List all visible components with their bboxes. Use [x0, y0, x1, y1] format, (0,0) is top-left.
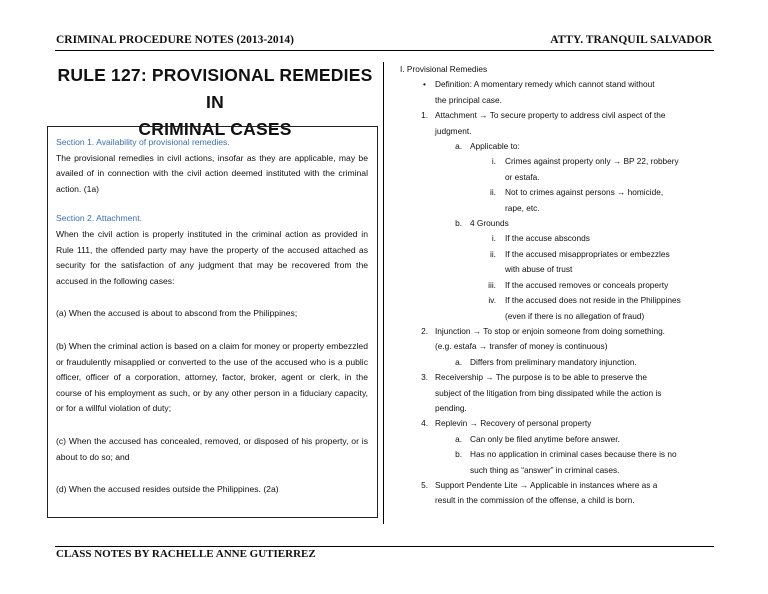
applicable-i-cont: or estafa. — [505, 171, 540, 182]
item-receivership: 3. Receivership → The purpose is to be able to preserve the — [421, 372, 647, 383]
ground-ii: ii. If the accused misappropriates or embezzles — [490, 248, 670, 259]
column-divider — [383, 62, 384, 524]
ground-iv-cont: (even if there is no allegation of fraud) — [505, 310, 645, 321]
item-replevin: 4. Replevin → Recovery of personal property — [421, 418, 592, 429]
applicable-ii: ii. Not to crimes against persons → homicide, — [490, 187, 664, 198]
item-b: (b) When the criminal action is based on a claim for money or property embezzled or fraudulently misapplied or converted to the use of the accused who is a public officer, officer of a corporation, attorney, factor, broker, agent or clerk, in the course of his employment as such, or by any other person in a fiduciary capacity, or for a willful violation of duty; — [56, 340, 368, 414]
applicable-to: a. Applicable to: — [455, 141, 520, 152]
item-injunction-cont: (e.g. estafa → transfer of money is continuous) — [435, 341, 608, 352]
item-receivership-cont2: pending. — [435, 402, 467, 413]
notes-heading: I. Provisional Remedies — [400, 64, 488, 74]
title-line-2: CRIMINAL CASES — [138, 119, 292, 139]
definition: • Definition: A momentary remedy which cannot stand without — [423, 79, 655, 90]
grounds: b. 4 Grounds — [455, 218, 509, 229]
ground-i: i. If the accuse absconds — [491, 233, 590, 244]
section-2-body: When the civil action is properly instituted in the criminal action as provided in Rule 111, the offended party may have the property of the accused attached as security for the satisfaction of any judgment that may be recovered from the accused in the following cases: — [56, 228, 368, 286]
item-c: (c) When the accused has concealed, removed, or disposed of his property, or is about to do so; and — [56, 435, 368, 462]
footer-rule — [55, 546, 714, 547]
header-right: ATTY. TRANQUIL SALVADOR — [550, 34, 712, 46]
definition-cont: the principal case. — [435, 94, 502, 105]
item-attachment: 1. Attachment → To secure property to address civil aspect of the — [421, 110, 666, 121]
title-line-1: RULE 127: PROVISIONAL REMEDIES IN — [57, 65, 373, 112]
injunction-a: a. Differs from preliminary mandatory injunction. — [455, 356, 637, 367]
applicable-i: i. Crimes against property only → BP 22, robbery — [491, 156, 679, 167]
section-1-heading: Section 1. Availability of provisional remedies. — [56, 137, 230, 147]
replevin-b: b. Has no application in criminal cases because there is no — [455, 449, 677, 460]
rule-text-box — [47, 126, 378, 518]
replevin-b-cont: such thing as “answer” in criminal cases. — [470, 464, 620, 475]
item-attachment-cont: judgment. — [435, 125, 472, 136]
notes-column — [400, 62, 716, 509]
ground-ii-cont: with abuse of trust — [505, 264, 573, 275]
section-2-heading: Section 2. Attachment. — [56, 213, 142, 224]
applicable-ii-cont: rape, etc. — [505, 202, 540, 213]
item-injunction: 2. Injunction → To stop or enjoin someone from doing something. — [421, 325, 665, 336]
item-d: (d) When the accused resides outside the Philippines. (2a) — [56, 484, 279, 495]
replevin-a: a. Can only be filed anytime before answer. — [455, 433, 620, 444]
page-footer: CLASS NOTES BY RACHELLE ANNE GUTIERREZ — [56, 548, 316, 560]
item-support: 5. Support Pendente Lite → Applicable in instances where as a — [421, 479, 658, 490]
ground-iii: iii. If the accused removes or conceals property — [488, 279, 669, 290]
item-support-cont: result in the commission of the offense, a child is born. — [435, 495, 635, 506]
item-a: (a) When the accused is about to abscond from the Philippines; — [56, 308, 298, 319]
page-header — [56, 34, 712, 48]
section-1-body: The provisional remedies in civil actions, insofar as they are applicable, may be availed of in connection with the civil action deemed instituted with the criminal action. (1a) — [56, 152, 368, 194]
ground-iv: iv. If the accused does not reside in the Philippines — [488, 295, 681, 306]
header-left: CRIMINAL PROCEDURE NOTES (2013-2014) — [56, 34, 294, 46]
item-receivership-cont: subject of the litigation from bing dissipated while the action is — [435, 387, 662, 398]
header-rule — [55, 50, 714, 51]
